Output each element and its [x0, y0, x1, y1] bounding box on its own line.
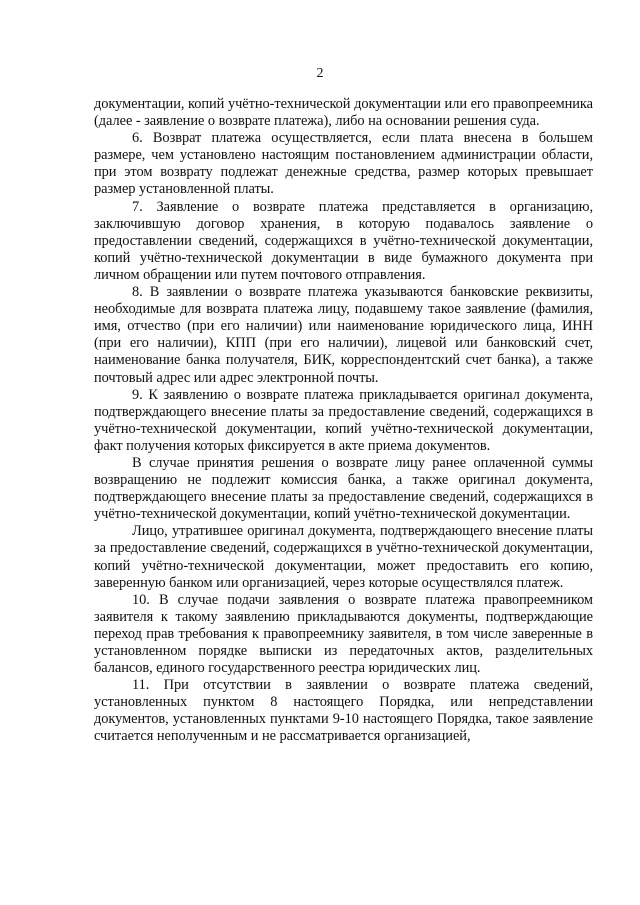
paragraph-lost-original: Лицо, утратившее оригинал документа, подтверждающего внесение платы за предоставление сведений, содержащихся в учётно-технической документации, копий учётно-технической документации, может предоставить его копию, заверенную банком или организацией, через которые осуществлялся платеж. [94, 523, 593, 591]
paragraph-item-11: 11. При отсутствии в заявлении о возврате платежа сведений, установленных пунктом 8 настоящего Порядка, или непредставлении документов, установленных пунктами 9-10 настоящего Порядка, такое заявление считается неполученным и не рассматривается организацией, [94, 677, 593, 745]
paragraph-item-10: 10. В случае подачи заявления о возврате платежа правопреемником заявителя к такому заявлению прикладываются документы, подтверждающие переход прав требования к правопреемнику заявителя, в том числе заверенные в установленном порядке выписки из передаточных актов, разделительных балансов, единого государственного реестра юридических лиц. [94, 591, 593, 677]
page-number: 2 [316, 66, 324, 81]
paragraph-item-9: 9. К заявлению о возврате платежа прикладывается оригинал документа, подтверждающего внесение платы за предоставление сведений, содержащихся в учётно-технической документации, копий учётно-технической документации, факт получения которых фиксируется в акте приема документов. [94, 386, 593, 454]
document-body [94, 96, 593, 746]
paragraph-item-8: 8. В заявлении о возврате платежа указываются банковские реквизиты, необходимые для возврата платежа лицу, подавшему такое заявление (фамилия, имя, отчество (при его наличии) или наименование юридического лица, ИНН (при его наличии), КПП (при его наличии), лицевой или банковский счет, наименование банка получателя, БИК, корреспондентский счет банка), а также почтовый адрес или адрес электронной почты. [94, 284, 593, 386]
paragraph-refund-decision: В случае принятия решения о возврате лицу ранее оплаченной суммы возвращению не подлежит комиссия банка, а также оригинал документа, подтверждающего внесение платы за предоставление сведений, содержащихся в учётно-технической документации, копий учётно-технической документации. [94, 454, 593, 523]
paragraph-item-7: 7. Заявление о возврате платежа представляется в организацию, заключившую договор хранения, в которую подавалось заявление о предоставлении сведений, содержащихся в учётно-технической документации, копий учётно-технической документации в виде бумажного документа при личном обращении или путем почтового отправления. [94, 198, 593, 283]
paragraph-continuation: документации, копий учётно-технической документации или его правопреемника (далее - заявление о возврате платежа), либо на основании решения суда. [94, 96, 593, 130]
paragraph-item-6: 6. Возврат платежа осуществляется, если плата внесена в большем размере, чем установлено настоящим постановлением администрации области, при этом возврату подлежат денежные средства, размер которых превышает размер установленной платы. [94, 130, 593, 198]
